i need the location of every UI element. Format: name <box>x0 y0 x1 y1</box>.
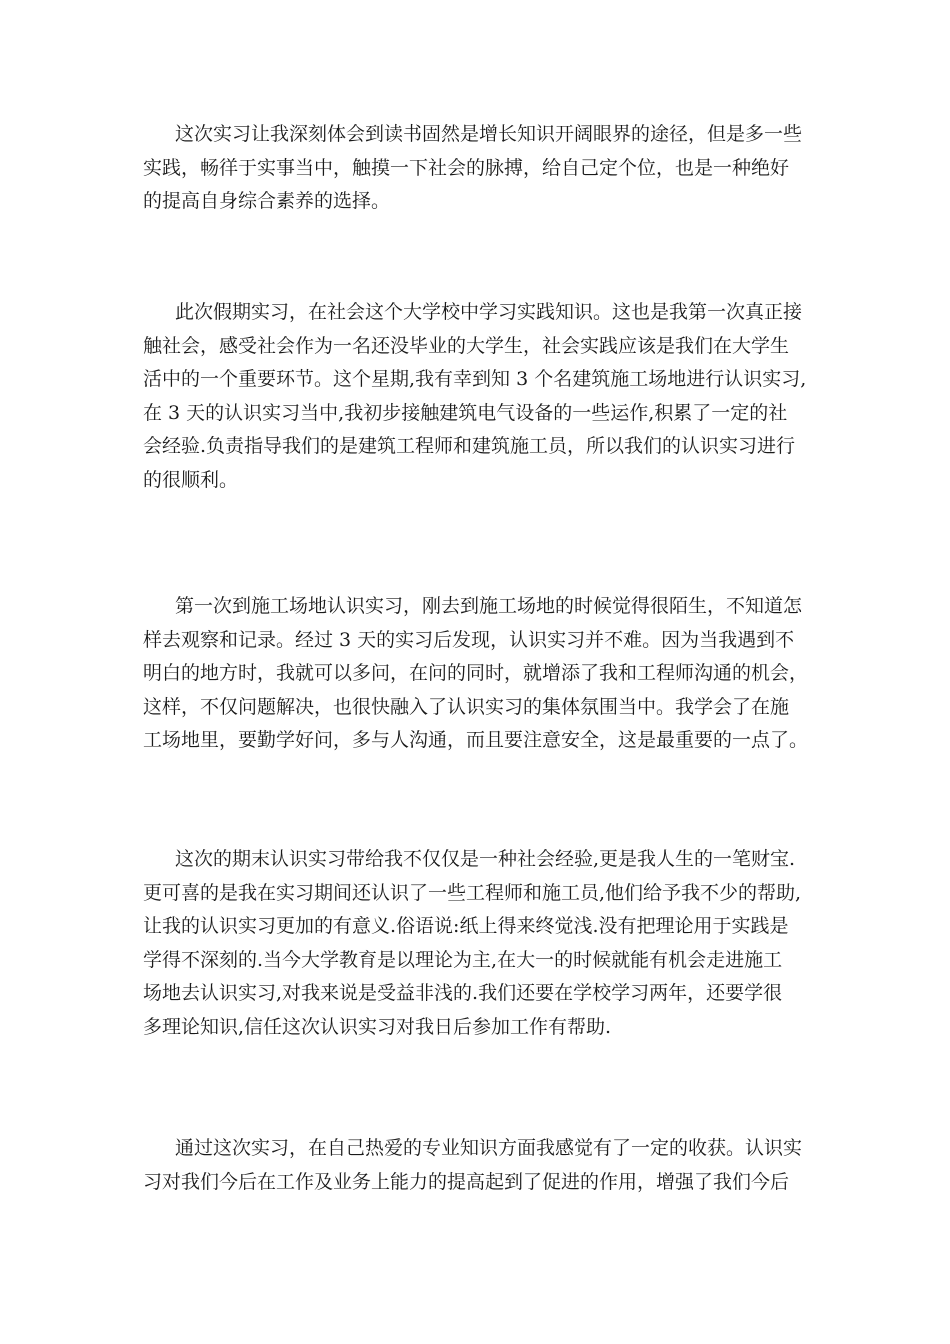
paragraph-line: 触社会，感受社会作为一名还没毕业的大学生，社会实践应该是我们在大学生 <box>143 334 790 357</box>
paragraph-line: 的提高自身综合素养的选择。 <box>143 190 391 212</box>
paragraph-line: 第一次到施工场地认识实习，刚去到施工场地的时候觉得很陌生，不知道怎 <box>175 595 803 617</box>
paragraph-line: 活中的一个重要环节。这个星期,我有幸到知 3 个名建筑施工场地进行认识实习, <box>143 368 807 390</box>
paragraph-2 <box>143 296 813 497</box>
paragraph-line: 实践，畅徉于实事当中，触摸一下社会的脉搏，给自己定个位，也是一种绝好 <box>143 156 790 179</box>
paragraph-line: 样去观察和记录。经过 3 天的实习后发现，认识实习并不难。因为当我遇到不 <box>143 628 795 651</box>
paragraph-line: 习对我们今后在工作及业务上能力的提高起到了促进的作用，增强了我们今后 <box>143 1170 790 1193</box>
paragraph-line: 场地去认识实习,对我来说是受益非浅的.我们还要在学校学习两年，还要学很 <box>143 982 783 1004</box>
paragraph-line: 的很顺利。 <box>143 468 239 491</box>
paragraph-line: 会经验.负责指导我们的是建筑工程师和建筑施工员，所以我们的认识实习进行 <box>143 435 796 457</box>
paragraph-line: 在 3 天的认识实习当中,我初步接触建筑电气设备的一些运作,积累了一定的社 <box>143 401 788 424</box>
paragraph-line: 更可喜的是我在实习期间还认识了一些工程师和施工员,他们给予我不少的帮助, <box>143 881 802 904</box>
paragraph-line: 这次的期末认识实习带给我不仅仅是一种社会经验,更是我人生的一笔财宝. <box>175 848 796 870</box>
paragraph-1 <box>143 118 813 219</box>
paragraph-5 <box>143 1132 813 1199</box>
paragraph-line: 学得不深刻的.当今大学教育是以理论为主,在大一的时候就能有机会走进施工 <box>143 948 783 971</box>
paragraph-line: 这次实习让我深刻体会到读书固然是增长知识开阔眼界的途径，但是多一些 <box>175 123 803 145</box>
paragraph-3 <box>143 590 813 758</box>
paragraph-line: 此次假期实习，在社会这个大学校中学习实践知识。这也是我第一次真正接 <box>175 301 803 323</box>
paragraph-line: 多理论知识,信任这次认识实习对我日后参加工作有帮助. <box>143 1015 612 1038</box>
paragraph-4 <box>143 843 813 1044</box>
paragraph-line: 工场地里，要勤学好问，多与人沟通，而且要注意安全，这是最重要的一点了。 <box>143 729 809 751</box>
paragraph-line: 通过这次实习，在自己热爱的专业知识方面我感觉有了一定的收获。认识实 <box>175 1137 803 1159</box>
paragraph-line: 让我的认识实习更加的有意义.俗语说:纸上得来终觉浅.没有把理论用于实践是 <box>143 915 789 937</box>
paragraph-line: 这样，不仅问题解决，也很快融入了认识实习的集体氛围当中。我学会了在施 <box>143 695 790 718</box>
paragraph-line: 明白的地方时，我就可以多问，在问的同时，就增添了我和工程师沟通的机会， <box>143 662 809 684</box>
